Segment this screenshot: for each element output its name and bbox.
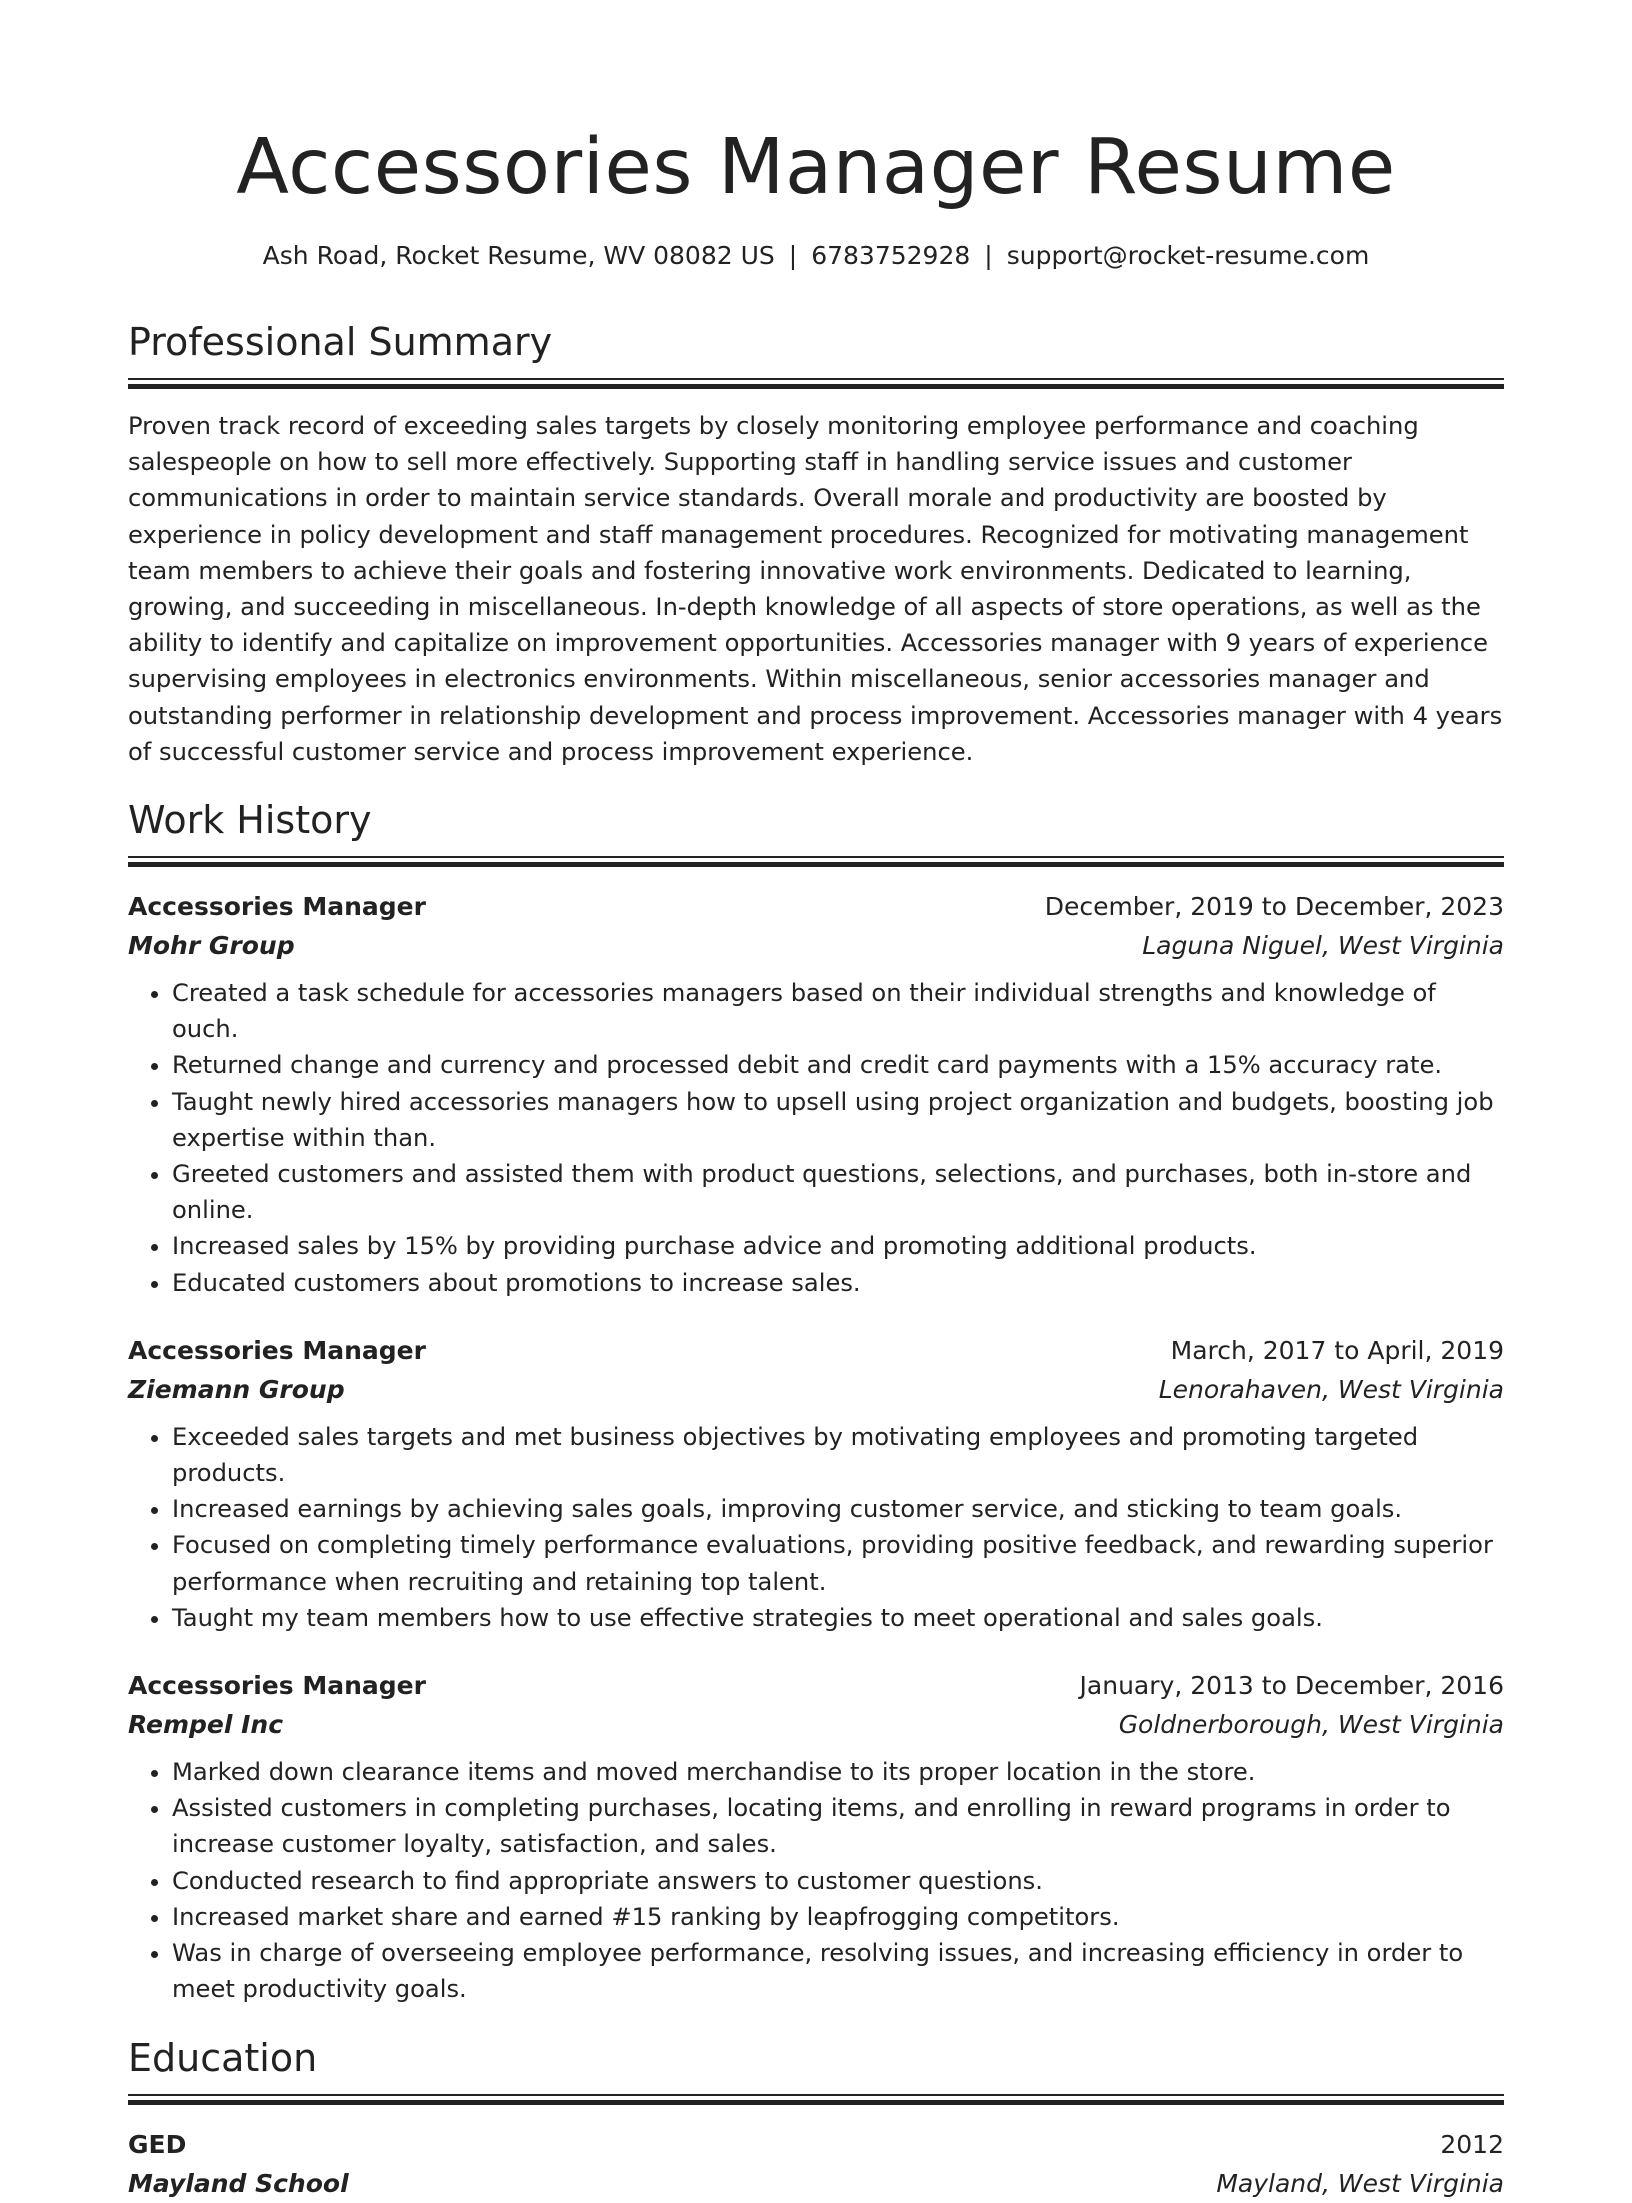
section-divider (128, 2094, 1504, 2105)
contact-address: Ash Road, Rocket Resume, WV 08082 US (262, 241, 775, 270)
summary-heading: Professional Summary (128, 320, 553, 364)
bullet-item: • Exceeded sales targets and met business objectives by motivating employees and promoting targeted products. (172, 1419, 1504, 1491)
job-title: Accessories Manager (128, 1671, 426, 1701)
work-history-section (128, 796, 1504, 2007)
contact-email: support@rocket-resume.com (1006, 241, 1370, 270)
bullet-item: • Increased earnings by achieving sales goals, improving customer service, and sticking to team goals. (172, 1491, 1504, 1527)
contact-phone: 6783752928 (811, 241, 971, 270)
education-school: Mayland School (128, 2168, 349, 2198)
job-bullets (128, 1754, 1504, 2007)
job-dates: December, 2019 to December, 2023 (1044, 892, 1504, 922)
job-title-row (128, 887, 1504, 926)
bullet-item: • Educated customers about promotions to increase sales. (172, 1265, 1504, 1301)
bullet-item: • Greeted customers and assisted them with product questions, selections, and purchases, both in-store and online. (172, 1156, 1504, 1228)
education-entry (128, 2125, 1504, 2203)
bullet-item: • Taught my team members how to use effective strategies to meet operational and sales goals. (172, 1600, 1504, 1636)
education-heading: Education (128, 2035, 318, 2080)
bullet-item: • Taught newly hired accessories managers how to upsell using project organization and budgets, boosting job expertise within than. (172, 1084, 1504, 1156)
bullet-item: • Focused on completing timely performance evaluations, providing positive feedback, and rewarding superior performance when recruiting and retaining top talent. (172, 1527, 1504, 1599)
section-divider (128, 856, 1504, 867)
job-company: Rempel Inc (128, 1710, 284, 1740)
job-location: Laguna Niguel, West Virginia (1142, 931, 1504, 961)
bullet-item: • Assisted customers in completing purchases, locating items, and enrolling in reward programs in order to increase customer loyalty, satisfaction, and sales. (172, 1790, 1504, 1862)
contact-line (0, 240, 1632, 272)
job-company-row (128, 1370, 1504, 1409)
job-company: Mohr Group (128, 931, 295, 961)
bullet-item: • Returned change and currency and processed debit and credit card payments with a 15% accuracy rate. (172, 1047, 1504, 1083)
contact-separator: | (984, 241, 993, 270)
job-bullets (128, 1419, 1504, 1636)
bullet-item: • Marked down clearance items and moved merchandise to its proper location in the store. (172, 1754, 1504, 1790)
bullet-item: • Created a task schedule for accessories managers based on their individual strengths and knowledge of ouch. (172, 975, 1504, 1047)
bullet-item: • Conducted research to find appropriate answers to customer questions. (172, 1863, 1504, 1899)
work-history-heading: Work History (128, 798, 372, 843)
job-entry (128, 1331, 1504, 1636)
education-section (128, 2034, 1504, 2203)
education-degree: GED (128, 2129, 187, 2159)
education-year: 2012 (1440, 2129, 1504, 2159)
job-entry (128, 887, 1504, 1301)
page-title: Accessories Manager Resume (236, 123, 1396, 212)
bullet-item: • Increased market share and earned #15 ranking by leapfrogging competitors. (172, 1899, 1504, 1935)
job-title-row (128, 1331, 1504, 1370)
job-company-row (128, 926, 1504, 965)
summary-section (128, 318, 1504, 770)
job-entry (128, 1666, 1504, 2007)
job-bullets (128, 975, 1504, 1301)
education-degree-row (128, 2125, 1504, 2164)
job-title: Accessories Manager (128, 1335, 426, 1365)
summary-text: Proven track record of exceeding sales targets by closely monitoring employee performance and coaching salespeople on how to sell more effectively. Supporting staff in handling service issues and customer communications in order to maintain service standards. Overall morale and productivity are boosted by experience in policy development and staff management procedures. Recognized for motivating management team members to achieve their goals and fostering innovative work environments. Dedicated to learning, growing, and succeeding in miscellaneous. In-depth knowledge of all aspects of store operations, as well as the ability to identify and capitalize on improvement opportunities. Accessories manager with 9 years of experience supervising employees in electronics environments. Within miscellaneous, senior accessories manager and outstanding performer in relationship development and process improvement. Accessories manager with 4 years of successful customer service and process improvement experience. (128, 412, 1503, 766)
contact-separator: | (788, 241, 798, 270)
job-company-row (128, 1705, 1504, 1744)
job-title: Accessories Manager (128, 892, 426, 922)
bullet-item: • Was in charge of overseeing employee performance, resolving issues, and increasing efficiency in order to meet productivity goals. (172, 1935, 1504, 2007)
job-location: Goldnerborough, West Virginia (1118, 1710, 1504, 1740)
job-title-row (128, 1666, 1504, 1705)
job-dates: March, 2017 to April, 2019 (1170, 1335, 1504, 1365)
bullet-item: • Increased sales by 15% by providing purchase advice and promoting additional products. (172, 1228, 1504, 1264)
section-divider (128, 378, 1504, 389)
resume-content (128, 318, 1504, 2203)
job-dates: January, 2013 to December, 2016 (1079, 1671, 1504, 1701)
education-location: Mayland, West Virginia (1216, 2168, 1504, 2198)
job-location: Lenorahaven, West Virginia (1158, 1374, 1504, 1404)
education-school-row (128, 2164, 1504, 2203)
job-company: Ziemann Group (128, 1374, 345, 1404)
